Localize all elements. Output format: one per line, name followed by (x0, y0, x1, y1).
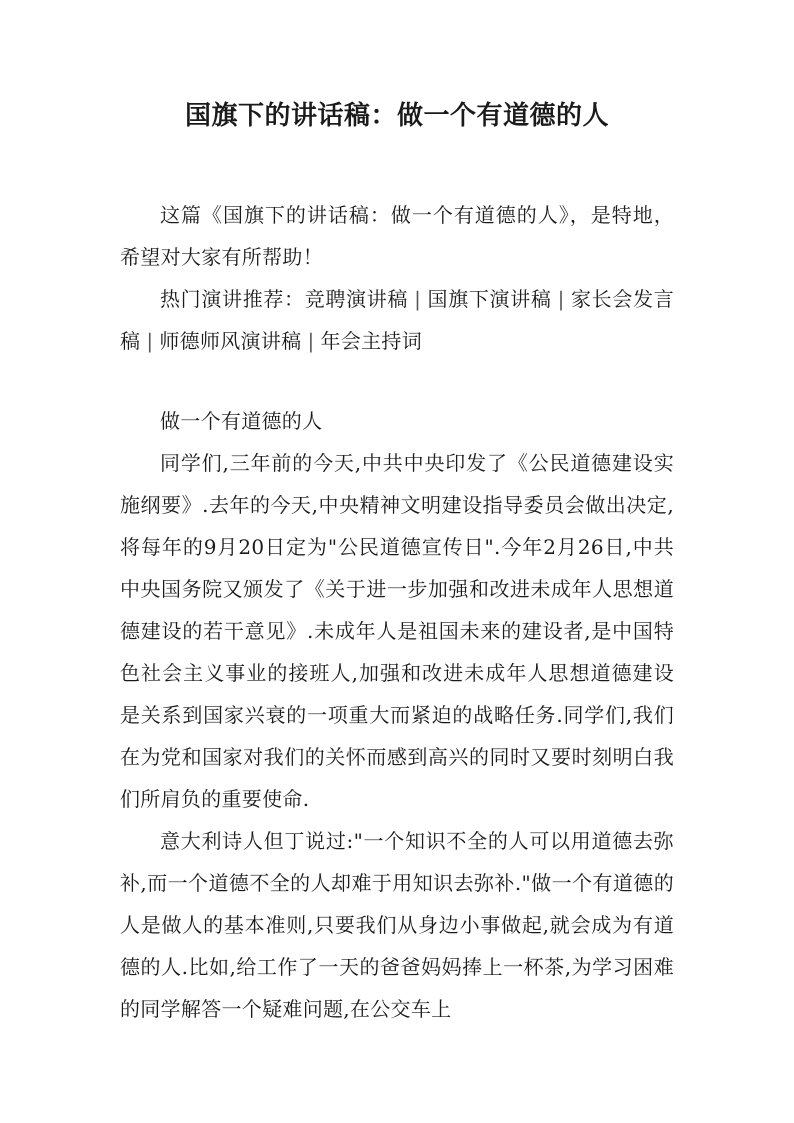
recommend-link-teacher-ethics[interactable]: 师德师风演讲稿 (159, 329, 302, 353)
recommend-paragraph (120, 278, 674, 362)
recommend-label: 热门演讲推荐： (160, 287, 305, 311)
page-title: 国旗下的讲话稿：做一个有道德的人 (184, 101, 609, 131)
article-paragraph: 同学们,三年前的今天,中共中央印发了《公民道德建设实施纲要》.去年的今天,中央精神文明建设指导委员会做出决定,将每年的9月20日定为"公民道德宣传日".今年2月26日,中共中央国务院又颁发了《关于进一步加强和改进未成年人思想道德建设的若干意见》.未成年人是祖国未来的建设者,是中国特色社会主义事业的接班人,加强和改进未成年人思想道德建设是关系到国家兴衰的一项重大而紧迫的战略任务.同学们,我们在为党和国家对我们的关怀而感到高兴的同时又要时刻明白我们所肩负的重要使命. (120, 451, 674, 811)
recommend-link-parent-meeting[interactable]: 家长会发言稿 (120, 287, 674, 353)
recommend-separator: | (557, 287, 565, 311)
recommend-link-flag-speech[interactable]: 国旗下演讲稿 (427, 287, 552, 311)
recommend-separator: | (146, 329, 154, 353)
recommend-separator: | (307, 329, 315, 353)
recommend-separator: | (414, 287, 422, 311)
intro-section (120, 194, 674, 362)
article-paragraph: 意大利诗人但丁说过:"一个知识不全的人可以用道德去弥补,而一个道德不全的人却难于用知识去弥补."做一个有道德的人是做人的基本准则,只要我们从身边小事做起,就会成为有道德的人.比如,给工作了一天的爸爸妈妈捧上一杯茶,为学习困难的同学解答一个疑难问题,在公交车上 (120, 829, 674, 1021)
article-body (120, 400, 674, 1030)
intro-paragraph: 这篇《国旗下的讲话稿：做一个有道德的人》，是特地，希望对大家有所帮助！ (120, 203, 674, 269)
recommend-link-annual-host[interactable]: 年会主持词 (320, 329, 423, 353)
article-subtitle: 做一个有道德的人 (160, 409, 323, 433)
recommend-link-competition-speech[interactable]: 竞聘演讲稿 (304, 287, 409, 311)
